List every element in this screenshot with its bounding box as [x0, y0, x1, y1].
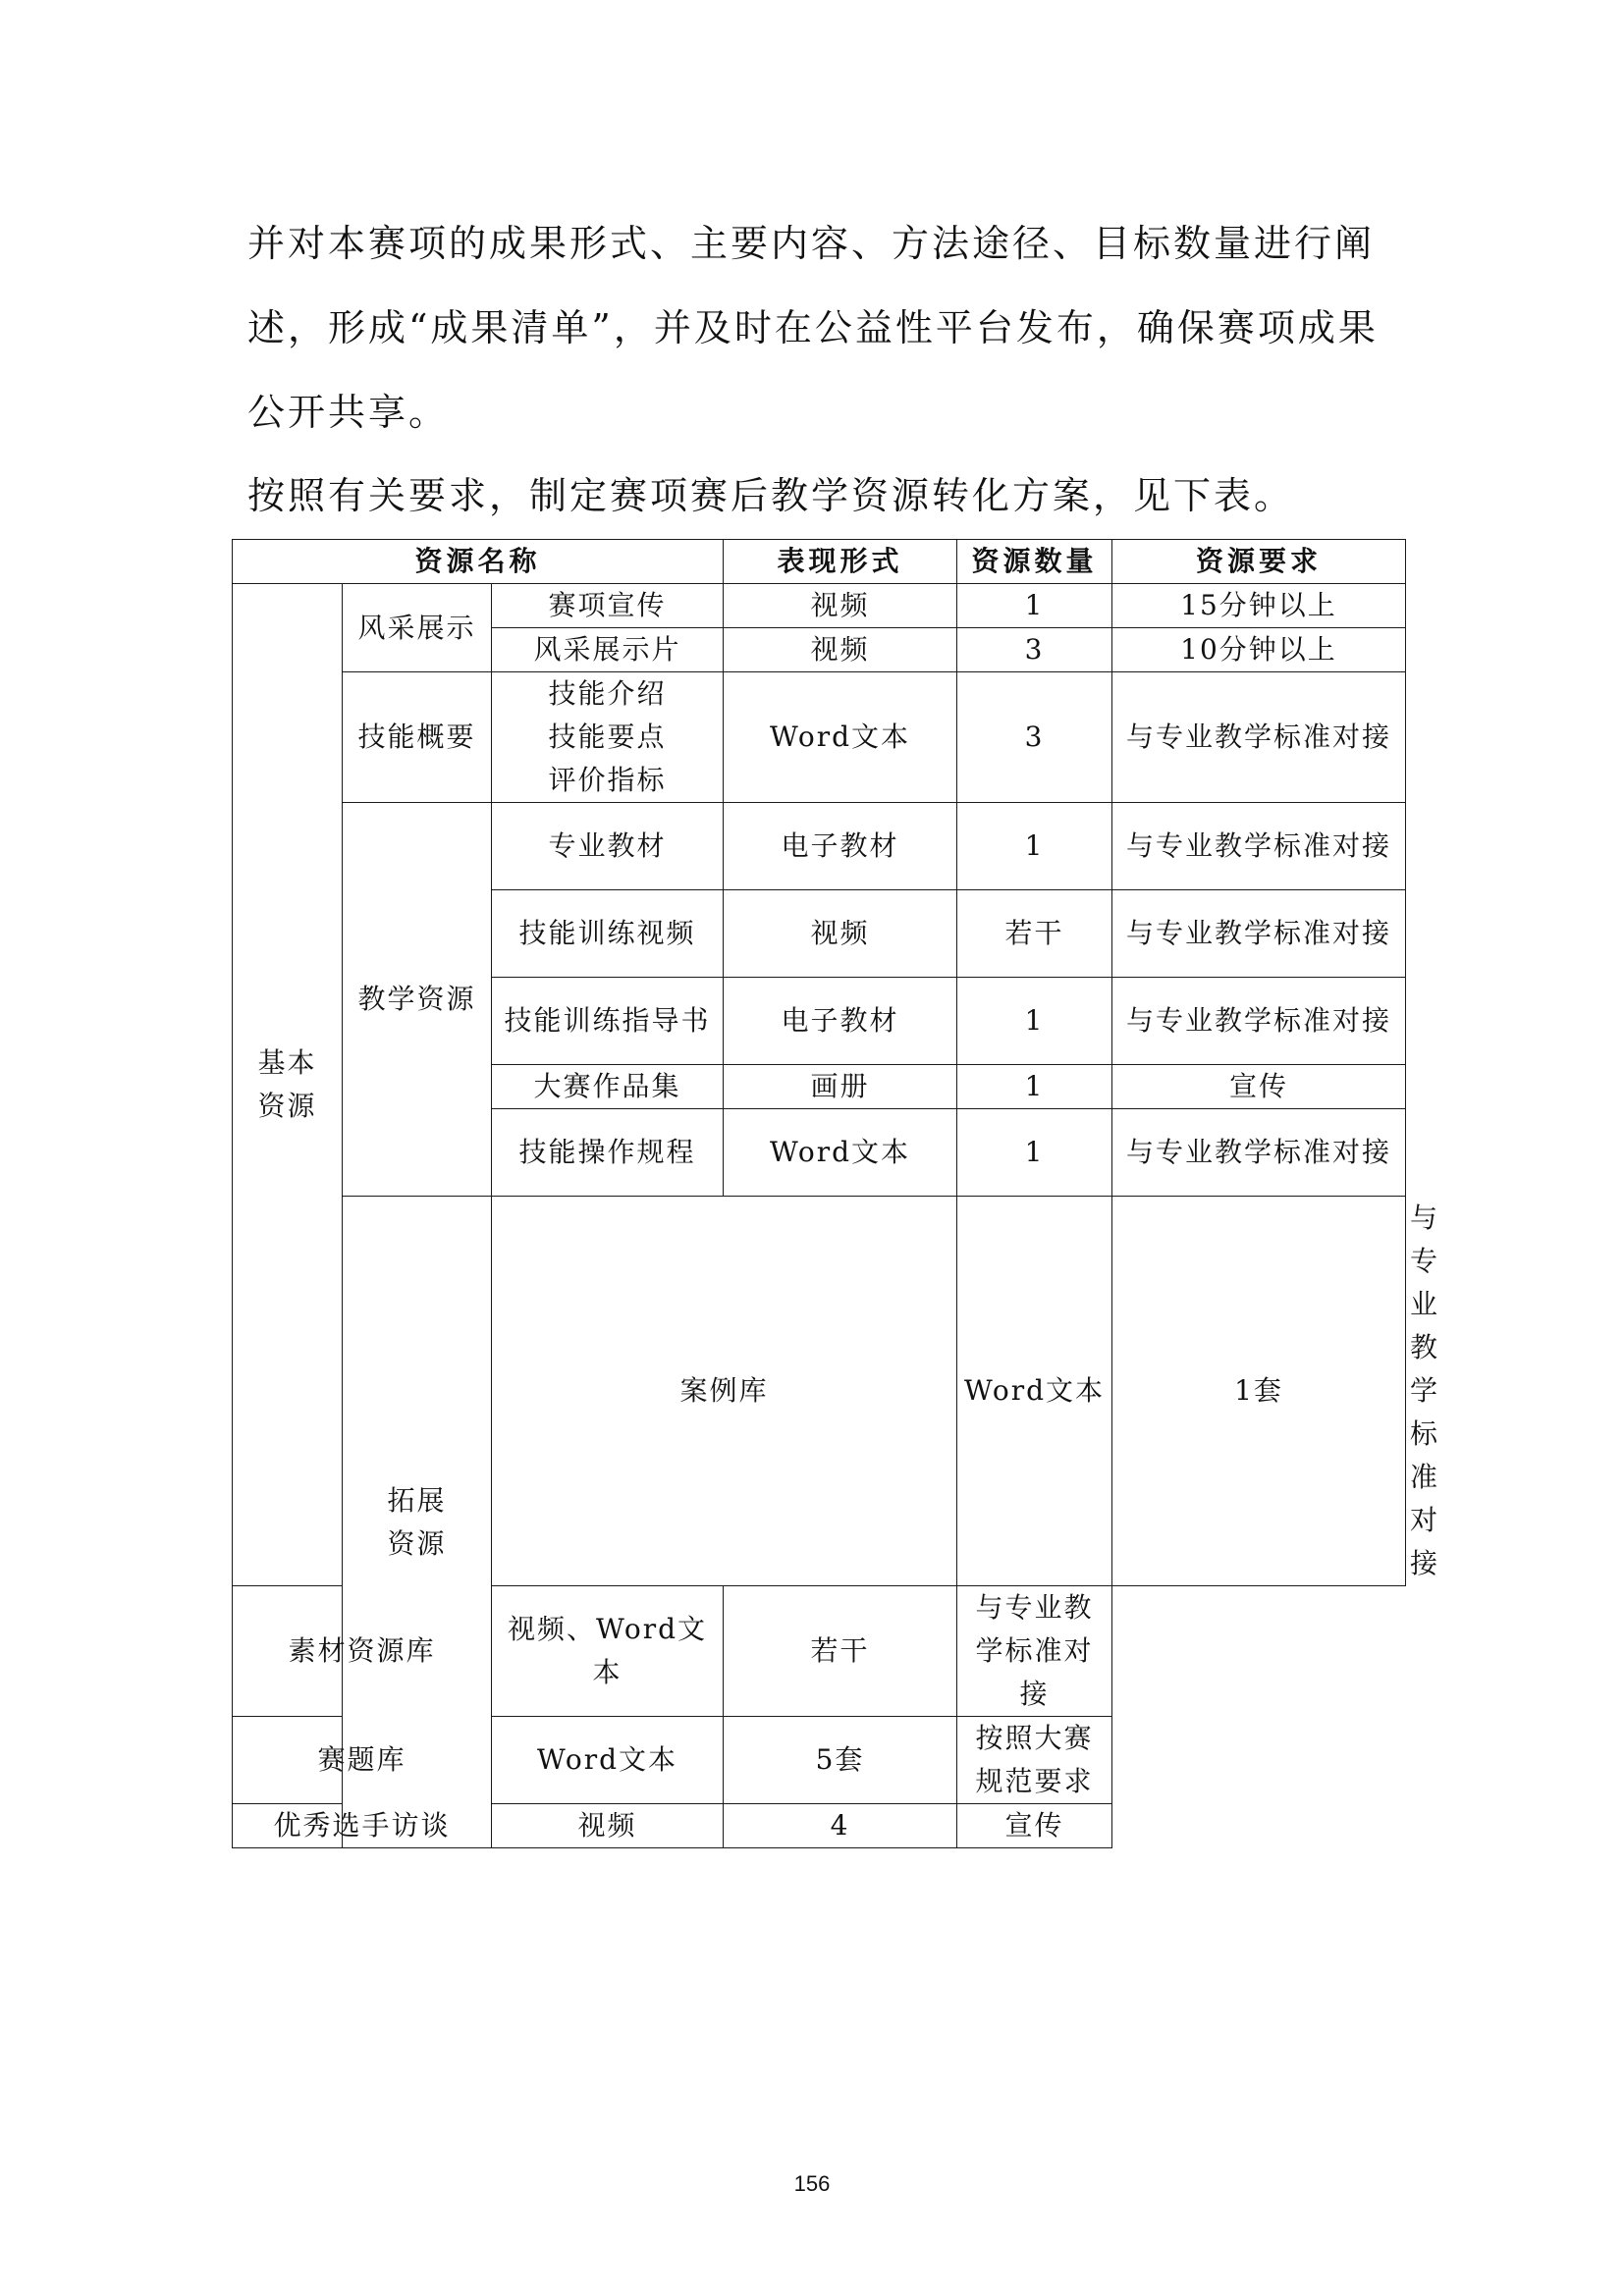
body-paragraph-1: 并对本赛项的成果形式、主要内容、方法途径、目标数量进行阐述，形成“成果清单”，并及时在公益性平台发布，确保赛项成果公开共享。	[247, 222, 1379, 434]
row-req: 与专业教学标准对接	[1112, 672, 1406, 803]
row-req: 与专业教学标准对接	[1112, 890, 1406, 978]
table-row	[233, 584, 1406, 628]
resource-table	[232, 539, 1440, 1848]
row-form: Word文本	[957, 1197, 1112, 1586]
row-form: 画册	[724, 1065, 957, 1109]
row-req: 与专业教学标准对接	[1112, 978, 1406, 1065]
header-count: 资源数量	[957, 540, 1112, 584]
group-basic: 基本资源	[233, 584, 343, 1586]
body-paragraph-2: 按照有关要求，制定赛项赛后教学资源转化方案，见下表。	[247, 474, 1295, 517]
row-form: 视频	[724, 890, 957, 978]
table-row	[233, 1717, 1406, 1804]
row-form: 电子教材	[724, 803, 957, 890]
row-count: 1	[957, 803, 1112, 890]
row-name: 案例库	[492, 1197, 957, 1586]
row-count: 1	[957, 584, 1112, 628]
row-req: 宣传	[957, 1804, 1112, 1848]
header-form: 表现形式	[724, 540, 957, 584]
row-count: 5套	[724, 1717, 957, 1804]
row-count: 1	[957, 978, 1112, 1065]
row-name: 风采展示片	[492, 628, 724, 672]
row-name: 专业教材	[492, 803, 724, 890]
row-count: 1套	[1112, 1197, 1406, 1586]
row-form: 视频	[492, 1804, 724, 1848]
row-form: 视频	[724, 628, 957, 672]
row-req: 与专业教学标准对接	[957, 1586, 1112, 1717]
row-name: 优秀选手访谈	[233, 1804, 492, 1848]
row-count: 若干	[957, 890, 1112, 978]
row-req: 与专业教学标准对接	[1112, 1109, 1406, 1197]
row-count: 4	[724, 1804, 957, 1848]
row-req: 与专业教学标准对接	[1112, 803, 1406, 890]
sub-skill: 技能概要	[343, 672, 492, 803]
sub-teach: 教学资源	[343, 803, 492, 1197]
row-name: 技能训练指导书	[492, 978, 724, 1065]
row-form: 视频	[724, 584, 957, 628]
row-req: 10分钟以上	[1112, 628, 1406, 672]
row-form: Word文本	[724, 672, 957, 803]
row-form: Word文本	[492, 1717, 724, 1804]
row-form: Word文本	[724, 1109, 957, 1197]
table-row: 拓展资源 案例库 Word文本 1套 与专业教学标准对接	[233, 1197, 1406, 1586]
row-count: 1	[957, 1109, 1112, 1197]
row-count: 3	[957, 672, 1112, 803]
row-name: 赛项宣传	[492, 584, 724, 628]
row-req: 按照大赛规范要求	[957, 1717, 1112, 1804]
table-row	[233, 672, 1406, 803]
header-req: 资源要求	[1112, 540, 1406, 584]
row-count: 3	[957, 628, 1112, 672]
sub-style: 风采展示	[343, 584, 492, 672]
row-name: 技能操作规程	[492, 1109, 724, 1197]
row-name: 大赛作品集	[492, 1065, 724, 1109]
table-row	[233, 803, 1406, 890]
table-row	[233, 1586, 1406, 1717]
table-row	[233, 1804, 1406, 1848]
row-count: 若干	[724, 1586, 957, 1717]
header-name: 资源名称	[233, 540, 724, 584]
row-name: 技能训练视频	[492, 890, 724, 978]
page-number: 156	[793, 2171, 831, 2196]
row-name-multiline: 技能介绍 技能要点 评价指标	[492, 672, 724, 803]
row-count: 1	[957, 1065, 1112, 1109]
row-name: 素材资源库	[233, 1586, 492, 1717]
row-form: 电子教材	[724, 978, 957, 1065]
row-req: 宣传	[1112, 1065, 1406, 1109]
group-ext: 拓展资源	[343, 1197, 492, 1848]
row-name: 赛题库	[233, 1717, 492, 1804]
row-form: 视频、Word文本	[492, 1586, 724, 1717]
row-req: 15分钟以上	[1112, 584, 1406, 628]
table-header-row	[233, 540, 1406, 584]
